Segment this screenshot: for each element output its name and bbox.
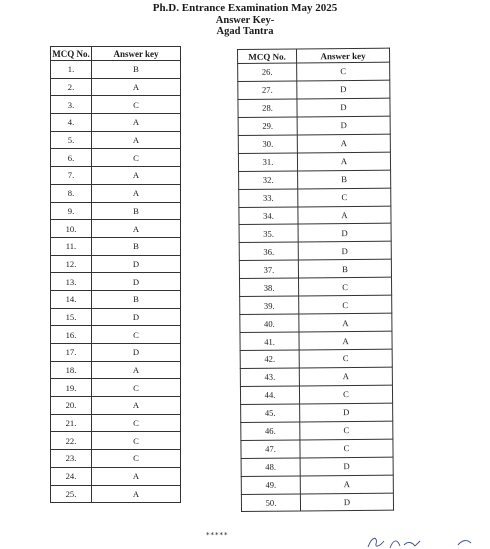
answer-cell: A — [298, 206, 391, 225]
mcq-number-cell: 1. — [51, 61, 92, 79]
table-row — [51, 237, 181, 255]
mcq-number-cell: 30. — [238, 135, 297, 153]
answer-cell: C — [92, 96, 181, 114]
table-row — [51, 308, 181, 326]
answer-cell: B — [298, 170, 391, 189]
mcq-number-cell: 39. — [240, 296, 299, 314]
mcq-number-cell: 25. — [51, 485, 92, 503]
answer-cell: C — [299, 349, 392, 368]
answer-cell: D — [92, 255, 181, 273]
table-row — [51, 184, 181, 202]
table-row — [51, 273, 181, 291]
answer-cell: C — [299, 295, 392, 314]
subject-name: Agad Tantra — [216, 26, 274, 37]
answer-cell: D — [92, 344, 181, 362]
table-row — [241, 493, 393, 512]
answer-cell: C — [299, 385, 392, 404]
answer-cell: C — [92, 432, 181, 450]
answer-cell: C — [300, 421, 393, 440]
answer-cell: A — [92, 114, 181, 132]
answer-cell: C — [298, 188, 391, 207]
mcq-number-cell: 43. — [240, 368, 299, 386]
mcq-number-cell: 3. — [51, 96, 92, 114]
mcq-number-cell: 36. — [239, 242, 298, 260]
answer-cell: B — [92, 237, 181, 255]
answer-cell: C — [300, 439, 393, 458]
mcq-number-cell: 33. — [239, 189, 298, 207]
answer-cell: D — [300, 457, 393, 476]
table-header-row — [51, 47, 181, 61]
answer-cell: A — [297, 134, 390, 153]
table-header-row — [238, 48, 390, 63]
mcq-number-cell: 12. — [51, 255, 92, 273]
answer-cell: C — [92, 326, 181, 344]
answer-cell: A — [297, 152, 390, 171]
mcq-number-cell: 23. — [51, 450, 92, 468]
answer-cell: A — [92, 467, 181, 485]
footer-stars: ***** — [206, 531, 229, 539]
mcq-number-cell: 19. — [51, 379, 92, 397]
table-row — [241, 421, 393, 440]
answer-cell: D — [300, 403, 393, 422]
table-row — [51, 149, 181, 167]
mcq-number-cell: 32. — [239, 171, 298, 189]
table-row — [51, 485, 181, 503]
mcq-number-cell: 7. — [51, 167, 92, 185]
table-row — [51, 96, 181, 114]
table-row — [51, 290, 181, 308]
answer-cell: C — [299, 277, 392, 296]
mcq-number-cell: 37. — [239, 260, 298, 278]
mcq-number-cell: 29. — [238, 117, 297, 135]
answer-cell: C — [92, 414, 181, 432]
table-row — [51, 114, 181, 132]
answer-table-left — [50, 46, 181, 503]
table-row — [240, 385, 392, 404]
table-row — [238, 116, 390, 135]
answer-cell: A — [92, 397, 181, 415]
table-row — [239, 170, 391, 189]
mcq-number-cell: 11. — [51, 237, 92, 255]
table-row — [240, 277, 392, 296]
table-row — [240, 349, 392, 368]
answer-cell: A — [300, 475, 393, 494]
answer-table-right — [237, 48, 394, 513]
table-row — [51, 167, 181, 185]
table-row — [238, 98, 390, 117]
answer-cell: D — [300, 493, 393, 512]
mcq-number-cell: 22. — [51, 432, 92, 450]
table-row — [239, 259, 391, 278]
mcq-number-cell: 44. — [240, 386, 299, 404]
table-row — [51, 432, 181, 450]
answer-cell: B — [92, 290, 181, 308]
mcq-number-cell: 34. — [239, 206, 298, 224]
table-row — [241, 475, 393, 494]
table-row — [239, 206, 391, 225]
answer-cell: B — [92, 61, 181, 79]
table-row — [51, 467, 181, 485]
mcq-number-cell: 35. — [239, 224, 298, 242]
table-row — [241, 403, 393, 422]
mcq-number-cell: 49. — [241, 476, 300, 494]
table-row — [239, 188, 391, 207]
table-row — [238, 80, 390, 99]
table-row — [239, 224, 391, 243]
exam-title: Ph.D. Entrance Examination May 2025 — [152, 2, 338, 14]
mcq-number-cell: 41. — [240, 332, 299, 350]
mcq-number-cell: 24. — [51, 467, 92, 485]
mcq-number-cell: 8. — [51, 184, 92, 202]
mcq-number-cell: 18. — [51, 361, 92, 379]
mcq-number-cell: 2. — [51, 78, 92, 96]
table-row — [51, 220, 181, 238]
answer-cell: D — [92, 308, 181, 326]
table-row — [51, 379, 181, 397]
answer-cell: C — [297, 62, 390, 81]
mcq-number-cell: 48. — [241, 458, 300, 476]
table-row — [238, 62, 390, 81]
table-row — [241, 439, 393, 458]
answer-cell: A — [92, 184, 181, 202]
answer-cell: B — [92, 202, 181, 220]
mcq-number-cell: 40. — [240, 314, 299, 332]
mcq-number-cell: 47. — [241, 440, 300, 458]
mcq-number-cell: 50. — [241, 493, 300, 511]
answer-cell: D — [297, 80, 390, 99]
table-row — [51, 361, 181, 379]
answer-cell: C — [92, 149, 181, 167]
answer-cell: D — [297, 98, 390, 117]
answer-key-header: Answer key — [297, 48, 390, 63]
answer-cell: A — [299, 367, 392, 386]
table-row — [240, 295, 392, 314]
mcq-number-cell: 28. — [238, 99, 297, 117]
mcq-no-header: MCQ No. — [52, 48, 90, 59]
answer-cell: A — [92, 78, 181, 96]
mcq-number-cell: 26. — [238, 63, 297, 81]
mcq-number-cell: 10. — [51, 220, 92, 238]
mcq-number-cell: 20. — [51, 397, 92, 415]
answer-key-subtitle: Answer Key- — [215, 14, 275, 26]
document-header — [0, 3, 490, 38]
table-row — [51, 414, 181, 432]
answer-cell: D — [298, 242, 391, 261]
table-row — [51, 202, 181, 220]
table-row — [238, 152, 390, 171]
answer-cell: A — [92, 361, 181, 379]
answer-cell: A — [92, 485, 181, 503]
mcq-number-cell: 27. — [238, 81, 297, 99]
mcq-number-cell: 6. — [51, 149, 92, 167]
table-row — [51, 131, 181, 149]
table-row — [238, 134, 390, 153]
mcq-number-cell: 31. — [238, 153, 297, 171]
answer-cell: A — [92, 220, 181, 238]
mcq-number-cell: 5. — [51, 131, 92, 149]
table-row — [240, 367, 392, 386]
answer-cell: A — [299, 313, 392, 332]
table-row — [51, 344, 181, 362]
mcq-number-cell: 38. — [240, 278, 299, 296]
answer-cell: C — [92, 379, 181, 397]
mcq-number-cell: 14. — [51, 290, 92, 308]
answer-cell: A — [92, 131, 181, 149]
mcq-number-cell: 16. — [51, 326, 92, 344]
answer-cell: D — [297, 116, 390, 135]
table-row — [240, 331, 392, 350]
answer-cell: A — [299, 331, 392, 350]
answer-cell: D — [298, 224, 391, 243]
mcq-number-cell: 45. — [241, 404, 300, 422]
mcq-number-cell: 13. — [51, 273, 92, 291]
table-row — [51, 255, 181, 273]
mcq-number-cell: 9. — [51, 202, 92, 220]
mcq-number-cell: 17. — [51, 344, 92, 362]
table-row — [239, 242, 391, 261]
mcq-number-cell: 46. — [241, 422, 300, 440]
answer-cell: A — [92, 167, 181, 185]
mcq-number-cell: 15. — [51, 308, 92, 326]
table-row — [51, 450, 181, 468]
answer-key-header: Answer key — [92, 47, 181, 61]
table-row — [51, 397, 181, 415]
answer-cell: D — [92, 273, 181, 291]
answer-cell: C — [92, 450, 181, 468]
mcq-no-header: MCQ No. — [238, 49, 297, 64]
mcq-number-cell: 42. — [240, 350, 299, 368]
mcq-number-cell: 21. — [51, 414, 92, 432]
table-row — [51, 78, 181, 96]
table-row — [240, 313, 392, 332]
table-row — [241, 457, 393, 476]
answer-cell: B — [298, 259, 391, 278]
table-row — [51, 326, 181, 344]
table-row — [51, 61, 181, 79]
handwritten-signature — [360, 532, 485, 549]
mcq-number-cell: 4. — [51, 114, 92, 132]
